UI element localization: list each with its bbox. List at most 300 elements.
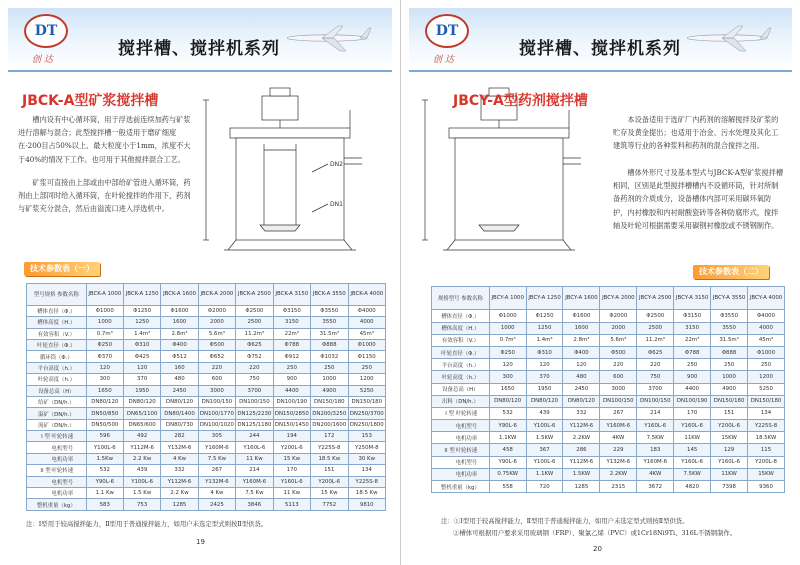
- table-cell: 194: [273, 431, 310, 442]
- description-paragraph-1: 本设备适用于选矿厂内药剂的溶解搅拌及矿浆的贮存及黄金提出；也适用于冶金、污水处理及其化工建筑等行业的各种浆料和药剂的混合搅拌之用。: [613, 115, 779, 151]
- table-cell: 129: [711, 444, 748, 456]
- table-cell: Φ888: [711, 346, 748, 358]
- table-cell: 153: [348, 431, 386, 442]
- table-cell: DN65/600: [123, 419, 160, 430]
- table-cell: 2.2 Kw: [123, 453, 160, 464]
- table-cell: 120: [563, 359, 600, 371]
- table-cell: 120: [86, 362, 123, 373]
- table-cell: 4000: [348, 317, 386, 328]
- table-cell: Φ1032: [311, 351, 348, 362]
- table-cell: 1.1KW: [489, 432, 526, 444]
- table-cell: 4 Kw: [161, 453, 198, 464]
- table-cell: 18.5 Kw: [348, 488, 386, 499]
- table-cell: 3000: [198, 385, 235, 396]
- table-cell: 3700: [236, 385, 273, 396]
- sub-label: 电机功率: [455, 472, 478, 479]
- table-cell: 15 Kw: [273, 453, 310, 464]
- table-cell: Φ3150: [674, 310, 711, 322]
- table-cell: 151: [711, 407, 748, 419]
- table-cell: 2000: [198, 317, 235, 328]
- table-cell: 600: [600, 371, 637, 383]
- table-header-cell: JBCY-A 2000: [600, 287, 637, 310]
- table-cell: Φ4000: [348, 305, 386, 316]
- table-cell: Φ3550: [311, 305, 348, 316]
- table-cell: 229: [600, 444, 637, 456]
- table-cell: 220: [637, 359, 674, 371]
- table-note-2: ②槽体可根据用户要求采用玻璃钢（FRP）、聚氯乙烯（PVC）或1Cr18Ni9Ti、316L不锈钢制作。: [453, 529, 737, 537]
- table-cell: Φ625: [236, 339, 273, 350]
- table-cell: DN100/150: [637, 395, 674, 407]
- table-row: [27, 442, 386, 453]
- row-label: [432, 420, 490, 432]
- page-title: 搅拌槽、搅拌机系列: [519, 39, 681, 59]
- row-label: 有效容积（V.）: [432, 334, 490, 346]
- table-cell: 532: [86, 465, 123, 476]
- row-label: 槽体高度（H.）: [27, 317, 87, 328]
- table-cell: 0.75KW: [489, 468, 526, 480]
- row-label: [432, 444, 490, 456]
- table-row: [27, 328, 386, 339]
- table-cell: 5250: [748, 383, 785, 395]
- table-cell: DN100/150: [236, 396, 273, 407]
- table-cell: DN250/3700: [348, 408, 386, 419]
- table-cell: 753: [123, 499, 160, 510]
- table-cell: Φ625: [637, 346, 674, 358]
- sub-label: 叶轮转速: [455, 448, 478, 455]
- table-cell: DN80/120: [161, 396, 198, 407]
- row-label: [27, 476, 87, 487]
- sub-label: 叶轮转速: [455, 411, 478, 418]
- table-header-cell: JBCK-A 3550: [311, 284, 348, 306]
- table-cell: DN150/180: [711, 395, 748, 407]
- table-cell: 5113: [273, 499, 310, 510]
- table-cell: 3150: [273, 317, 310, 328]
- table-cell: Φ400: [563, 346, 600, 358]
- table-cell: 2425: [198, 499, 235, 510]
- page-number: 20: [593, 545, 602, 553]
- table-cell: Φ500: [198, 339, 235, 350]
- table-note-1: 注：①Ⅰ型用于较高搅拌能力，Ⅱ型用于普通搅拌能力，如用户未选定型式则按Ⅱ型供货。: [441, 517, 689, 525]
- table-header-cell: JBCY-A 4000: [748, 287, 785, 310]
- table-row: [27, 317, 386, 328]
- table-cell: 134: [748, 407, 785, 419]
- table-cell: 367: [526, 444, 563, 456]
- table-cell: Y100L-6: [526, 456, 563, 468]
- table-cell: 220: [600, 359, 637, 371]
- table-cell: Φ3150: [273, 305, 310, 316]
- table-cell: DN80/120: [563, 395, 600, 407]
- table-cell: 305: [198, 431, 235, 442]
- table-cell: DN80/730: [161, 419, 198, 430]
- table-header-cell: JBCK-A 1000: [86, 284, 123, 306]
- table-row: [432, 310, 785, 322]
- table-cell: 1250: [526, 322, 563, 334]
- table-cell: Y112M-6: [563, 420, 600, 432]
- row-label: 叶轮直径（Φ.）: [432, 346, 490, 358]
- table-cell: 120: [489, 359, 526, 371]
- table-cell: 7398: [711, 481, 748, 493]
- table-row: [27, 385, 386, 396]
- table-row: [432, 395, 785, 407]
- table-row-weight: [27, 499, 386, 510]
- table-row: [432, 383, 785, 395]
- table-cell: 4KW: [600, 432, 637, 444]
- table-cell: 11KW: [711, 468, 748, 480]
- table-cell: 11.2m³: [637, 334, 674, 346]
- table-cell: 286: [563, 444, 600, 456]
- row-label: 平台高度（h.）: [432, 359, 490, 371]
- table-cell: DN100/150: [600, 395, 637, 407]
- airplane-icon: [672, 16, 772, 56]
- spec-table-ribbon: 技术参数表（一）: [24, 262, 100, 276]
- table-cell: Y160M-6: [637, 456, 674, 468]
- table-header-cell: JBCY-A 2500: [637, 287, 674, 310]
- table-cell: Y225S-8: [748, 420, 785, 432]
- table-header-cell: JBCK-A 1250: [123, 284, 160, 306]
- table-cell: 45m³: [748, 334, 785, 346]
- sub-label: 电机型号: [51, 479, 74, 486]
- table-cell: 1285: [563, 481, 600, 493]
- row-label: 循环筒（Φ.）: [27, 351, 87, 362]
- table-cell: Φ1000: [748, 346, 785, 358]
- header-banner: [409, 8, 792, 72]
- diagram-label-dn1: DN1: [330, 201, 343, 208]
- table-cell: 1.1KW: [526, 468, 563, 480]
- table-cell: Y132M-6: [600, 456, 637, 468]
- table-cell: Y160M-6: [600, 420, 637, 432]
- table-cell: 18.5 Kw: [311, 453, 348, 464]
- table-cell: Y90L-6: [489, 456, 526, 468]
- row-label: 给矿（DN/h.）: [27, 396, 87, 407]
- table-cell: Y160M-6: [236, 476, 273, 487]
- row-label: [432, 456, 490, 468]
- table-cell: 439: [526, 407, 563, 419]
- right-page: [400, 0, 800, 565]
- table-cell: 151: [311, 465, 348, 476]
- table-cell: Φ912: [273, 351, 310, 362]
- table-row: [27, 351, 386, 362]
- table-cell: 2500: [236, 317, 273, 328]
- table-row: [432, 346, 785, 358]
- table-row: [432, 468, 785, 480]
- section-title: JBCY-A型药剂搅拌槽: [453, 93, 588, 109]
- table-cell: 900: [273, 374, 310, 385]
- spec-table-ribbon: 技术参数表（二）: [693, 265, 769, 279]
- table-cell: Y160M-6: [198, 442, 235, 453]
- table-row: [27, 488, 386, 499]
- row-label: 槽体直径（Φ.）: [27, 305, 87, 316]
- table-cell: Φ1000: [489, 310, 526, 322]
- description-paragraph-2: 矿浆可直接由上部或由中部给矿管进入循环筒，药剂由上部同时给入循环筒，在叶轮搅拌的作用下，药剂与矿浆充分混合，然后由溢流口进入浮选机中。: [18, 178, 191, 214]
- table-cell: DN80/120: [123, 396, 160, 407]
- table-cell: 11 Kw: [236, 453, 273, 464]
- table-row: [432, 420, 785, 432]
- table-cell: Y200L-6: [311, 476, 348, 487]
- sub-label: 电机功率: [51, 491, 74, 498]
- table-cell: 1600: [161, 317, 198, 328]
- table-cell: 1.5Kw: [86, 453, 123, 464]
- table-cell: 7.5KW: [637, 432, 674, 444]
- table-cell: DN150/180: [348, 396, 386, 407]
- table-cell: 160: [161, 362, 198, 373]
- sub-label: 电机型号: [455, 423, 478, 430]
- table-cell: Y112M-6: [123, 442, 160, 453]
- table-cell: 300: [86, 374, 123, 385]
- table-cell: 15KW: [711, 432, 748, 444]
- table-cell: Φ310: [526, 346, 563, 358]
- table-cell: Φ888: [311, 339, 348, 350]
- table-cell: 750: [637, 371, 674, 383]
- table-cell: 1200: [348, 374, 386, 385]
- table-cell: 2000: [600, 322, 637, 334]
- sub-label: 叶轮转速: [51, 434, 74, 441]
- table-cell: 1.5KW: [526, 432, 563, 444]
- table-cell: 31.5m³: [711, 334, 748, 346]
- table-row: [27, 339, 386, 350]
- table-cell: 2.2KW: [600, 468, 637, 480]
- table-cell: Y100L-6: [123, 476, 160, 487]
- table-cell: DN125/2230: [236, 408, 273, 419]
- row-label: 槽体直径（Φ.）: [432, 310, 490, 322]
- table-cell: Y225S-8: [348, 476, 386, 487]
- table-cell: DN150/1450: [273, 419, 310, 430]
- table-cell: 9810: [348, 499, 386, 510]
- table-cell: 370: [123, 374, 160, 385]
- table-cell: 4400: [273, 385, 310, 396]
- table-cell: 600: [198, 374, 235, 385]
- table-cell: Y112M-6: [563, 456, 600, 468]
- table-cell: 282: [161, 431, 198, 442]
- table-cell: Φ310: [123, 339, 160, 350]
- table-row: [432, 407, 785, 419]
- table-cell: 172: [311, 431, 348, 442]
- row-label: 出料（DN/h.）: [432, 395, 490, 407]
- table-cell: 439: [123, 465, 160, 476]
- table-cell: 458: [489, 444, 526, 456]
- table-cell: 2.8m³: [161, 328, 198, 339]
- logo-subtitle: 创 达: [32, 55, 53, 65]
- table-cell: Φ370: [86, 351, 123, 362]
- row-label: 槽体高度（H.）: [432, 322, 490, 334]
- table-cell: 250: [711, 359, 748, 371]
- table-cell: 3672: [637, 481, 674, 493]
- table-row: [27, 453, 386, 464]
- table-cell: 0.7m³: [489, 334, 526, 346]
- table-cell: 15KW: [748, 468, 785, 480]
- table-cell: 532: [489, 407, 526, 419]
- table-cell: 31.5m³: [311, 328, 348, 339]
- table-cell: Y160L-6: [674, 420, 711, 432]
- header-banner: [8, 8, 392, 72]
- table-cell: 267: [198, 465, 235, 476]
- table-cell: 7.5 Kw: [236, 488, 273, 499]
- table-cell: Y132M-6: [161, 442, 198, 453]
- table-cell: Y200L-6: [711, 420, 748, 432]
- table-cell: Φ1000: [86, 305, 123, 316]
- row-label: 平台高度（h.）: [27, 362, 87, 373]
- table-header-cell: JBCK-A 1600: [161, 284, 198, 306]
- table-cell: 120: [526, 359, 563, 371]
- table-cell: Y160L-6: [711, 456, 748, 468]
- table-row: [432, 444, 785, 456]
- sub-label: 电机功率: [455, 435, 478, 442]
- row-label: [432, 407, 490, 419]
- table-header-corner: 型号规格 参数名称: [27, 284, 87, 306]
- table-cell: 4KW: [637, 468, 674, 480]
- table-header-corner: 规格型号 参数名称: [432, 287, 490, 310]
- table-cell: Φ2000: [198, 305, 235, 316]
- row-label: [27, 442, 87, 453]
- table-cell: 4900: [711, 383, 748, 395]
- table-header-cell: JBCK-A 2000: [198, 284, 235, 306]
- logo-subtitle: 创 达: [433, 55, 454, 65]
- table-cell: 2315: [600, 481, 637, 493]
- table-cell: DN100/190: [273, 396, 310, 407]
- page-number: 19: [196, 538, 205, 546]
- table-cell: Y160L-6: [273, 476, 310, 487]
- company-logo: DT: [425, 14, 469, 48]
- table-cell: DN80/1400: [161, 408, 198, 419]
- table-cell: Y200L-8: [748, 456, 785, 468]
- table-cell: Y160L-6: [236, 442, 273, 453]
- table-cell: 3550: [711, 322, 748, 334]
- table-cell: 4400: [674, 383, 711, 395]
- table-header-cell: JBCY-A 3550: [711, 287, 748, 310]
- table-cell: 1200: [748, 371, 785, 383]
- table-cell: 750: [236, 374, 273, 385]
- table-cell: Y100L-6: [86, 442, 123, 453]
- table-cell: Φ400: [161, 339, 198, 350]
- row-label: [27, 453, 87, 464]
- table-cell: 250: [748, 359, 785, 371]
- table-cell: 250: [311, 362, 348, 373]
- table-cell: 115: [748, 444, 785, 456]
- table-cell: Φ2500: [236, 305, 273, 316]
- sub-label: 电机功率: [51, 457, 74, 464]
- table-cell: Φ1150: [348, 351, 386, 362]
- table-cell: Φ788: [273, 339, 310, 350]
- group-label: I 型: [445, 411, 454, 418]
- table-cell: 300: [489, 371, 526, 383]
- table-cell: 1950: [123, 385, 160, 396]
- table-cell: 332: [563, 407, 600, 419]
- table-cell: 214: [236, 465, 273, 476]
- table-row: [432, 432, 785, 444]
- table-cell: 720: [526, 481, 563, 493]
- table-cell: Y112M-6: [161, 476, 198, 487]
- table-cell: 1000: [489, 322, 526, 334]
- table-cell: DN100/190: [674, 395, 711, 407]
- diagram-label-dn2: DN2: [330, 161, 343, 168]
- table-cell: DN150/180: [748, 395, 785, 407]
- sub-label: 电机型号: [51, 445, 74, 452]
- table-cell: Y250M-8: [348, 442, 386, 453]
- row-label: [27, 431, 87, 442]
- table-cell: 4 Kw: [198, 488, 235, 499]
- table-cell: DN80/120: [489, 395, 526, 407]
- row-label: 叶轮高度（h.）: [432, 371, 490, 383]
- table-cell: 596: [86, 431, 123, 442]
- table-cell: Φ652: [198, 351, 235, 362]
- table-cell: 250: [674, 359, 711, 371]
- table-cell: 170: [273, 465, 310, 476]
- table-cell: Y100L-6: [526, 420, 563, 432]
- table-cell: Y90L-6: [489, 420, 526, 432]
- row-label: [27, 465, 87, 476]
- table-cell: DN65/1100: [123, 408, 160, 419]
- table-cell: 183: [637, 444, 674, 456]
- table-cell: 4000: [748, 322, 785, 334]
- table-cell: 220: [198, 362, 235, 373]
- table-cell: 1650: [86, 385, 123, 396]
- table-row: [432, 334, 785, 346]
- table-cell: 170: [674, 407, 711, 419]
- table-cell: Φ500: [600, 346, 637, 358]
- table-cell: 1.4m³: [123, 328, 160, 339]
- table-cell: DN80/120: [86, 396, 123, 407]
- group-label: I 型: [41, 434, 50, 441]
- table-cell: 1650: [489, 383, 526, 395]
- table-cell: Y132M-6: [198, 476, 235, 487]
- table-cell: 0.7m³: [86, 328, 123, 339]
- row-label: 叶轮直径（Φ.）: [27, 339, 87, 350]
- tank-diagram: [200, 80, 390, 255]
- table-cell: 1250: [123, 317, 160, 328]
- group-label: II 型: [40, 468, 51, 475]
- row-label: [432, 468, 490, 480]
- table-cell: Y160L-6: [674, 456, 711, 468]
- row-label: 流矿（DN/h.）: [27, 419, 87, 430]
- page-title: 搅拌槽、搅拌机系列: [118, 39, 280, 59]
- table-cell: Φ1600: [161, 305, 198, 316]
- row-label: [432, 432, 490, 444]
- table-cell: 30 Kw: [348, 453, 386, 464]
- table-cell: 4900: [311, 385, 348, 396]
- table-row-weight: [432, 481, 785, 493]
- table-cell: 900: [674, 371, 711, 383]
- description-paragraph-1: 槽内设有中心循环筒，用于浮选前连续加药与矿浆进行溶解与混合；此型搅拌槽一般适用于磨矿细度在-200目占50%以上、最大粒度小于1mm，浓度不大于40%的情况下工作。也可用于其他搅拌混合工艺。: [18, 115, 191, 164]
- table-cell: 11 Kw: [273, 488, 310, 499]
- table-cell: Φ2000: [600, 310, 637, 322]
- row-label: 设备总高（H）: [27, 385, 87, 396]
- table-cell: 1000: [311, 374, 348, 385]
- spec-table-body: [27, 284, 386, 511]
- table-cell: 1000: [711, 371, 748, 383]
- table-cell: Y90L-6: [86, 476, 123, 487]
- table-header-cell: JBCY-A 3150: [674, 287, 711, 310]
- row-label: 整机重量（kg）: [27, 499, 87, 510]
- table-cell: 2.2 Kw: [161, 488, 198, 499]
- table-cell: Φ3550: [711, 310, 748, 322]
- table-header-cell: JBCK-A 2500: [236, 284, 273, 306]
- table-note: 注：Ⅰ型用于较高搅拌能力，Ⅱ型用于普通搅拌能力，如用户未选定型式则按Ⅱ型供货。: [26, 520, 268, 528]
- table-cell: 11.2m³: [236, 328, 273, 339]
- table-cell: 7.5KW: [674, 468, 711, 480]
- spec-table: [26, 283, 386, 511]
- table-row: [432, 359, 785, 371]
- table-cell: 1950: [526, 383, 563, 395]
- table-row: [27, 396, 386, 407]
- table-cell: 492: [123, 431, 160, 442]
- table-cell: 3846: [236, 499, 273, 510]
- table-row: [432, 371, 785, 383]
- table-cell: 480: [161, 374, 198, 385]
- table-cell: 134: [348, 465, 386, 476]
- table-cell: 3700: [637, 383, 674, 395]
- table-cell: 583: [86, 499, 123, 510]
- table-row: [27, 465, 386, 476]
- table-row: [27, 305, 386, 316]
